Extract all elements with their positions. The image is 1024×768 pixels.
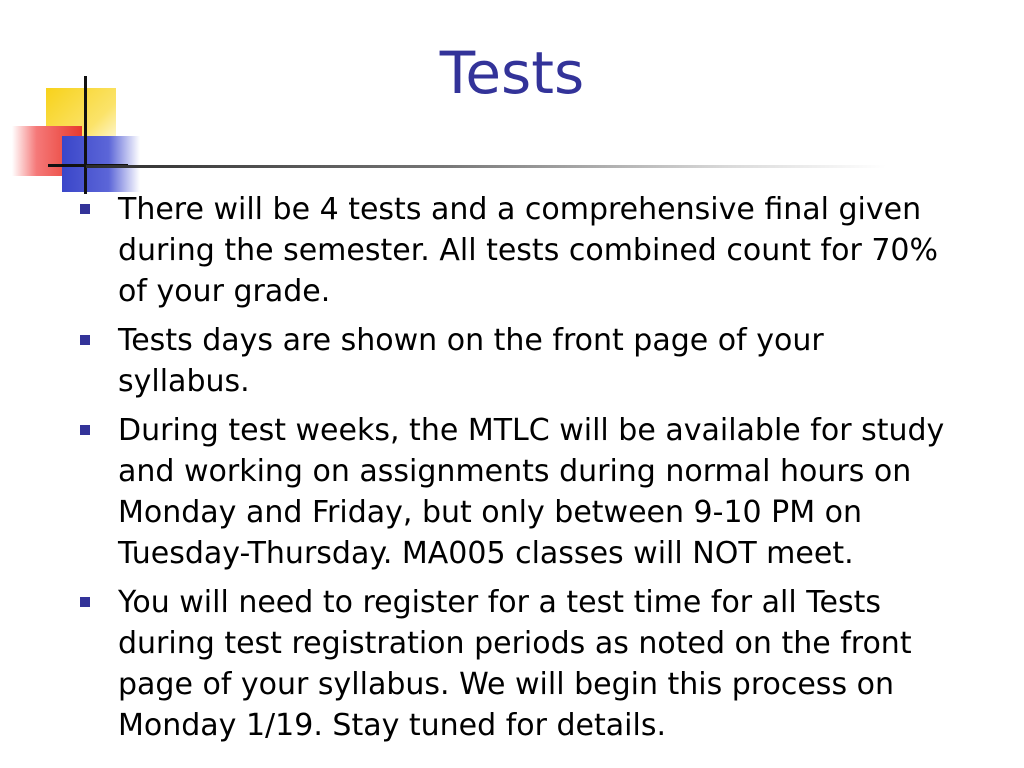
bullet-item (78, 320, 978, 402)
bullet-line: Monday 1/19. Stay tuned for details. (118, 708, 666, 743)
bullet-marker-icon (80, 425, 90, 435)
bullet-line: of your grade. (118, 274, 331, 309)
bullet-item (78, 582, 978, 746)
bullet-list (78, 189, 978, 754)
bullet-line: page of your syllabus. We will begin this process on (118, 667, 894, 702)
bullet-line: Monday and Friday, but only between 9-10 PM on (118, 495, 863, 530)
bullet-line: Tuesday-Thursday. MA005 classes will NOT meet. (118, 536, 854, 571)
bullet-line: and working on assignments during normal hours on (118, 454, 912, 489)
bullet-line: syllabus. (118, 364, 250, 399)
slide-title: Tests (439, 39, 585, 107)
bullet-line: There will be 4 tests and a comprehensive final given (118, 192, 922, 227)
title-divider (86, 165, 886, 168)
bullet-item (78, 410, 978, 574)
bullet-line: during the semester. All tests combined count for 70% (118, 233, 939, 268)
bullet-line: During test weeks, the MTLC will be available for study (118, 413, 945, 448)
bullet-item (78, 189, 978, 312)
bullet-line: Tests days are shown on the front page of your (118, 323, 824, 358)
bullet-line: during test registration periods as noted on the front (118, 626, 912, 661)
bullet-line: You will need to register for a test time for all Tests (118, 585, 881, 620)
bullet-marker-icon (80, 204, 90, 214)
bullet-marker-icon (80, 597, 90, 607)
bullet-marker-icon (80, 335, 90, 345)
